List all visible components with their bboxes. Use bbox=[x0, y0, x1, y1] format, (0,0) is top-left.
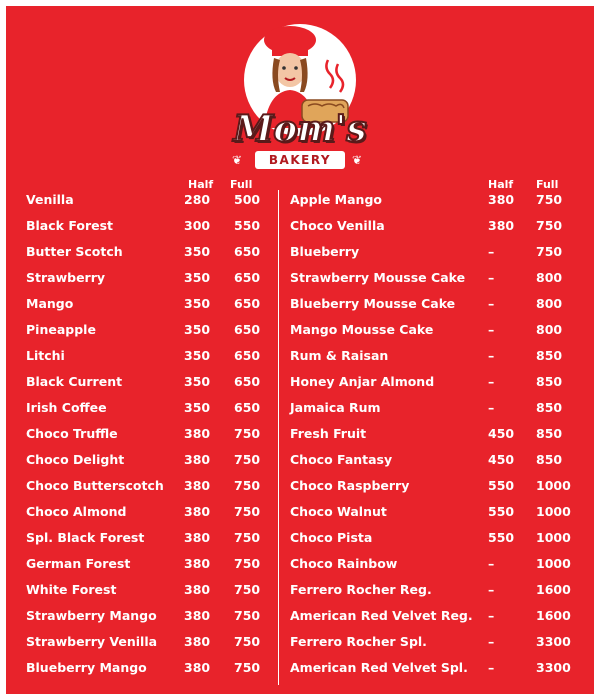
item-name: Choco Pista bbox=[290, 530, 373, 545]
item-name: American Red Velvet Reg. bbox=[290, 608, 473, 623]
wheat-icon: ❦ bbox=[352, 153, 363, 167]
half-price: 550 bbox=[488, 504, 515, 519]
menu-item bbox=[26, 294, 272, 320]
menu-item bbox=[26, 632, 272, 658]
menu-column-left bbox=[26, 178, 272, 684]
menu-item bbox=[290, 294, 570, 320]
item-name: Strawberry Mango bbox=[26, 608, 157, 623]
full-price: 1000 bbox=[536, 530, 571, 545]
half-price: 380 bbox=[184, 426, 211, 441]
menu-item bbox=[290, 424, 570, 450]
menu-item bbox=[26, 450, 272, 476]
half-header: Half bbox=[188, 178, 214, 191]
item-name: Strawberry Mousse Cake bbox=[290, 270, 466, 285]
full-price: 750 bbox=[234, 556, 261, 571]
item-name: Blueberry bbox=[290, 244, 360, 259]
item-name: American Red Velvet Spl. bbox=[290, 660, 468, 675]
full-price: 1600 bbox=[536, 582, 571, 597]
full-price: 850 bbox=[536, 452, 563, 467]
full-price: 750 bbox=[234, 608, 261, 623]
full-price: 750 bbox=[234, 478, 261, 493]
column-header bbox=[290, 178, 570, 190]
item-name: Spl. Black Forest bbox=[26, 530, 145, 545]
item-name: Jamaica Rum bbox=[290, 400, 381, 415]
full-price: 750 bbox=[234, 530, 261, 545]
full-price: 1000 bbox=[536, 478, 571, 493]
item-name: Fresh Fruit bbox=[290, 426, 367, 441]
item-name: Litchi bbox=[26, 348, 65, 363]
item-name: Rum & Raisan bbox=[290, 348, 389, 363]
full-price: 650 bbox=[234, 400, 261, 415]
full-price: 750 bbox=[234, 582, 261, 597]
item-name: Strawberry Venilla bbox=[26, 634, 158, 649]
full-price: 750 bbox=[536, 218, 563, 233]
item-name: Mango Mousse Cake bbox=[290, 322, 434, 337]
half-price: – bbox=[488, 244, 495, 259]
full-price: 750 bbox=[234, 660, 261, 675]
menu-item bbox=[26, 658, 272, 684]
full-price: 3300 bbox=[536, 634, 571, 649]
full-price: 1600 bbox=[536, 608, 571, 623]
full-price: 750 bbox=[234, 452, 261, 467]
item-name: Black Current bbox=[26, 374, 123, 389]
full-price: 750 bbox=[536, 192, 563, 207]
menu-item bbox=[26, 502, 272, 528]
half-price: 550 bbox=[488, 478, 515, 493]
menu-item bbox=[290, 632, 570, 658]
menu-item bbox=[290, 580, 570, 606]
full-header: Full bbox=[230, 178, 253, 191]
full-price: 500 bbox=[234, 192, 261, 207]
menu-item bbox=[290, 372, 570, 398]
half-price: – bbox=[488, 348, 495, 363]
menu-column-right bbox=[290, 178, 570, 684]
menu-item bbox=[26, 606, 272, 632]
half-price: 380 bbox=[184, 660, 211, 675]
full-price: 800 bbox=[536, 296, 563, 311]
item-name: Blueberry Mousse Cake bbox=[290, 296, 456, 311]
item-name: Honey Anjar Almond bbox=[290, 374, 435, 389]
item-name: Choco Venilla bbox=[290, 218, 385, 233]
half-price: – bbox=[488, 634, 495, 649]
menu-item bbox=[290, 242, 570, 268]
full-price: 850 bbox=[536, 374, 563, 389]
menu-item bbox=[26, 372, 272, 398]
item-name: Choco Fantasy bbox=[290, 452, 393, 467]
half-price: 350 bbox=[184, 400, 211, 415]
full-price: 650 bbox=[234, 374, 261, 389]
half-price: – bbox=[488, 374, 495, 389]
item-name: Choco Almond bbox=[26, 504, 127, 519]
menu-item bbox=[26, 242, 272, 268]
full-price: 650 bbox=[234, 296, 261, 311]
half-price: 350 bbox=[184, 296, 211, 311]
menu-item bbox=[26, 268, 272, 294]
item-name: Ferrero Rocher Reg. bbox=[290, 582, 432, 597]
menu-item bbox=[290, 606, 570, 632]
menu-item bbox=[26, 424, 272, 450]
menu-item bbox=[26, 190, 272, 216]
full-price: 1000 bbox=[536, 504, 571, 519]
full-price: 850 bbox=[536, 400, 563, 415]
menu-item bbox=[290, 346, 570, 372]
full-price: 650 bbox=[234, 270, 261, 285]
full-price: 3300 bbox=[536, 660, 571, 675]
menu-item bbox=[290, 320, 570, 346]
half-price: 380 bbox=[184, 478, 211, 493]
full-price: 800 bbox=[536, 322, 563, 337]
half-price: 380 bbox=[184, 452, 211, 467]
item-name: Strawberry bbox=[26, 270, 106, 285]
full-price: 850 bbox=[536, 426, 563, 441]
menu-item bbox=[290, 190, 570, 216]
full-price: 1000 bbox=[536, 556, 571, 571]
half-price: – bbox=[488, 582, 495, 597]
wheat-icon: ❦ bbox=[232, 153, 243, 167]
brand-name: Mom's bbox=[233, 108, 367, 150]
half-price: 450 bbox=[488, 452, 515, 467]
half-price: 350 bbox=[184, 322, 211, 337]
half-price: 380 bbox=[184, 608, 211, 623]
half-price: – bbox=[488, 400, 495, 415]
half-price: 350 bbox=[184, 244, 211, 259]
column-divider bbox=[278, 190, 279, 685]
half-price: 380 bbox=[184, 556, 211, 571]
half-price: 300 bbox=[184, 218, 211, 233]
half-price: 550 bbox=[488, 530, 515, 545]
half-header: Half bbox=[488, 178, 514, 191]
menu-item bbox=[290, 268, 570, 294]
item-name: Irish Coffee bbox=[26, 400, 107, 415]
item-name: Choco Delight bbox=[26, 452, 125, 467]
half-price: 450 bbox=[488, 426, 515, 441]
item-name: Ferrero Rocher Spl. bbox=[290, 634, 427, 649]
item-name: Blueberry Mango bbox=[26, 660, 147, 675]
item-name: Choco Raspberry bbox=[290, 478, 410, 493]
menu-item bbox=[290, 502, 570, 528]
menu-item bbox=[26, 528, 272, 554]
half-price: – bbox=[488, 296, 495, 311]
item-name: German Forest bbox=[26, 556, 131, 571]
full-price: 650 bbox=[234, 348, 261, 363]
menu-item bbox=[26, 554, 272, 580]
full-price: 750 bbox=[234, 426, 261, 441]
full-price: 750 bbox=[234, 634, 261, 649]
menu-item bbox=[290, 554, 570, 580]
half-price: – bbox=[488, 556, 495, 571]
item-name: Apple Mango bbox=[290, 192, 382, 207]
half-price: – bbox=[488, 660, 495, 675]
item-name: Choco Rainbow bbox=[290, 556, 398, 571]
menu-item bbox=[26, 580, 272, 606]
column-header bbox=[26, 178, 272, 190]
menu-item bbox=[290, 476, 570, 502]
full-price: 650 bbox=[234, 322, 261, 337]
half-price: 380 bbox=[184, 530, 211, 545]
item-name: Venilla bbox=[26, 192, 74, 207]
half-price: 380 bbox=[488, 192, 515, 207]
half-price: – bbox=[488, 608, 495, 623]
half-price: – bbox=[488, 270, 495, 285]
menu-item bbox=[26, 476, 272, 502]
item-name: Choco Truffle bbox=[26, 426, 118, 441]
brand-tagline: BAKERY bbox=[255, 151, 345, 169]
item-name: White Forest bbox=[26, 582, 117, 597]
full-price: 550 bbox=[234, 218, 261, 233]
menu-item bbox=[26, 320, 272, 346]
full-price: 800 bbox=[536, 270, 563, 285]
menu-item bbox=[26, 398, 272, 424]
item-name: Mango bbox=[26, 296, 74, 311]
menu-item bbox=[290, 398, 570, 424]
half-price: 380 bbox=[488, 218, 515, 233]
menu-item bbox=[290, 658, 570, 684]
menu-item bbox=[290, 528, 570, 554]
half-price: 350 bbox=[184, 270, 211, 285]
full-price: 850 bbox=[536, 348, 563, 363]
item-name: Choco Butterscotch bbox=[26, 478, 164, 493]
full-price: 750 bbox=[536, 244, 563, 259]
item-name: Butter Scotch bbox=[26, 244, 123, 259]
menu-item bbox=[26, 216, 272, 242]
full-price: 750 bbox=[234, 504, 261, 519]
item-name: Pineapple bbox=[26, 322, 96, 337]
half-price: 380 bbox=[184, 504, 211, 519]
full-header: Full bbox=[536, 178, 559, 191]
full-price: 650 bbox=[234, 244, 261, 259]
item-name: Choco Walnut bbox=[290, 504, 387, 519]
half-price: 350 bbox=[184, 374, 211, 389]
menu-item bbox=[26, 346, 272, 372]
half-price: 280 bbox=[184, 192, 211, 207]
half-price: 350 bbox=[184, 348, 211, 363]
menu-item bbox=[290, 216, 570, 242]
half-price: 380 bbox=[184, 582, 211, 597]
half-price: – bbox=[488, 322, 495, 337]
menu-item bbox=[290, 450, 570, 476]
half-price: 380 bbox=[184, 634, 211, 649]
item-name: Black Forest bbox=[26, 218, 113, 233]
